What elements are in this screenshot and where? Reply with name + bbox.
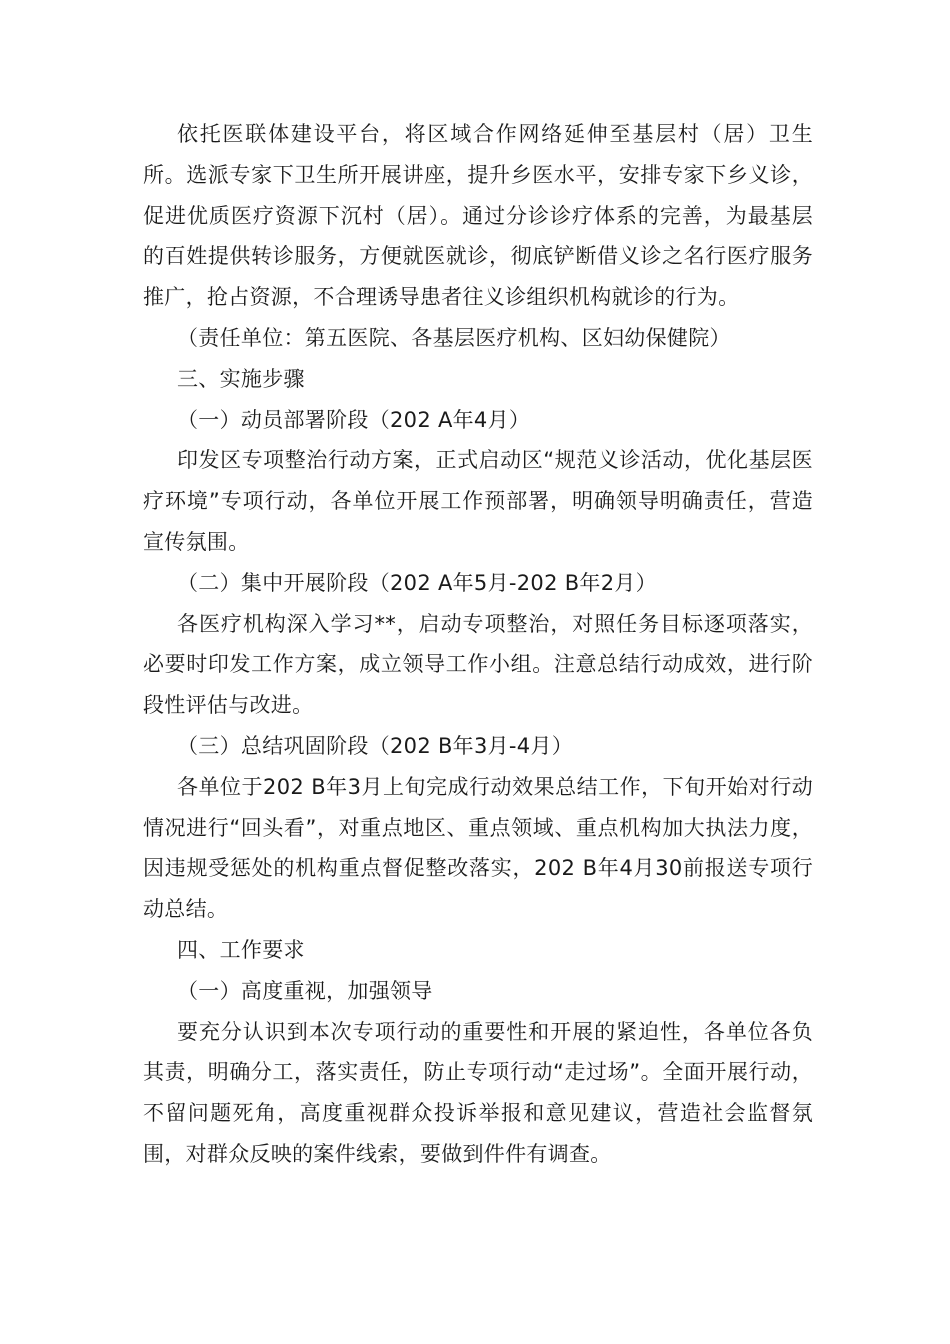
subheading-attach-importance: （一）高度重视，加强领导: [177, 978, 433, 1003]
subheading-consolidation-stage: （三）总结巩固阶段（202 B年3月-4月）: [177, 733, 574, 758]
paragraph-consolidation: 各单位于202 B年3月上旬完成行动效果总结工作，下旬开始对行动情况进行“回头看”，对重点地区、重点领域、重点机构加大执法力度，因违规受惩处的机构重点督促整改落实，202 B年4月30前报送专项行动总结。: [143, 774, 813, 922]
subheading-mobilization-stage: （一）动员部署阶段（202 A年4月）: [177, 407, 531, 432]
paragraph-mobilization: 印发区专项整治行动方案，正式启动区“规范义诊活动，优化基层医疗环境”专项行动，各单位开展工作预部署，明确领导明确责任，营造宣传氛围。: [143, 448, 813, 554]
heading-implementation-steps: 三、实施步骤: [177, 366, 305, 391]
paragraph-concentrated: 各医疗机构深入学习**，启动专项整治，对照任务目标逐项落实，必要时印发工作方案，成立领导工作小组。注意总结行动成效，进行阶段性评估与改进。: [143, 611, 813, 718]
subheading-concentrated-stage: （二）集中开展阶段（202 A年5月-202 B年2月）: [177, 570, 657, 595]
paragraph-responsible-units: （责任单位：第五医院、各基层医疗机构、区妇幼保健院）: [177, 325, 731, 350]
paragraph-attach-importance: 要充分认识到本次专项行动的重要性和开展的紧迫性，各单位各负其责，明确分工，落实责任，防止专项行动“走过场”。全面开展行动，不留问题死角，高度重视群众投诉举报和意见建议，营造社会监督氛围，对群众反映的案件线索，要做到件件有调查。: [143, 1019, 813, 1166]
paragraph-network-extension: 依托医联体建设平台，将区域合作网络延伸至基层村（居）卫生所。选派专家下卫生所开展讲座，提升乡医水平，安排专家下乡义诊，促进优质医疗资源下沉村（居）。通过分诊诊疗体系的完善，为最基层的百姓提供转诊服务，方便就医就诊，彻底铲断借义诊之名行医疗服务推广，抢占资源，不合理诱导患者往义诊组织机构就诊的行为。: [143, 122, 813, 310]
heading-work-requirements: 四、工作要求: [177, 937, 305, 962]
document-body: [143, 114, 813, 1175]
